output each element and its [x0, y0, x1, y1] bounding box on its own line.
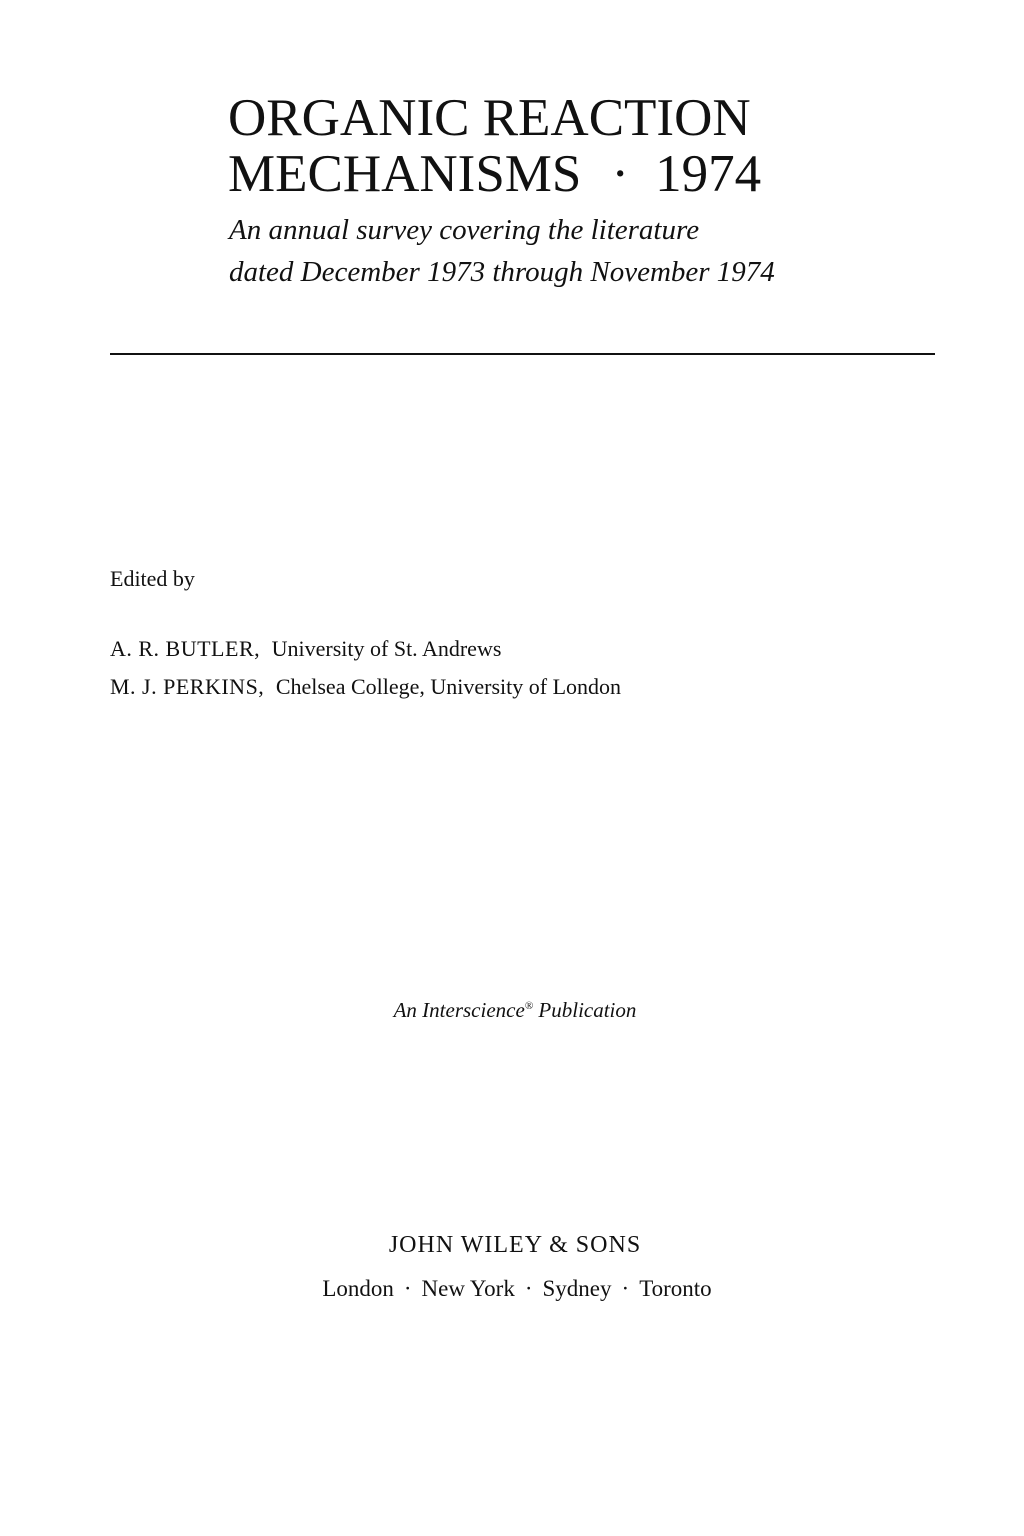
city: New York — [421, 1276, 515, 1301]
imprint-suffix: Publication — [533, 998, 637, 1022]
city-separator: · — [621, 1276, 630, 1301]
book-title-line-1: ORGANIC REACTION — [228, 89, 751, 147]
title-separator: · — [611, 145, 630, 203]
editor-name: A. R. BUTLER, — [110, 636, 261, 661]
subtitle-line-2: dated December 1973 through November 1974 — [229, 256, 775, 288]
editor-entry — [110, 674, 621, 700]
editor-affiliation: Chelsea College, University of London — [275, 674, 622, 699]
city-separator: · — [403, 1276, 412, 1301]
book-title-main: MECHANISMS — [228, 145, 582, 203]
publisher-cities — [0, 1276, 1024, 1302]
book-title-line-2 — [228, 145, 762, 203]
publication-imprint — [0, 998, 1024, 1023]
subtitle-line-1: An annual survey covering the literature — [229, 214, 700, 246]
edited-by-label: Edited by — [110, 566, 195, 591]
registered-mark: ® — [524, 1000, 534, 1012]
book-year: 1974 — [655, 145, 762, 203]
city: Toronto — [639, 1276, 712, 1301]
editor-name: M. J. PERKINS, — [110, 674, 265, 699]
editor-affiliation: University of St. Andrews — [271, 636, 502, 661]
city: Sydney — [542, 1276, 612, 1301]
publisher-name: JOHN WILEY & SONS — [388, 1232, 642, 1258]
city: London — [322, 1276, 394, 1301]
imprint-prefix: An Interscience — [393, 998, 525, 1022]
city-separator: · — [524, 1276, 533, 1301]
horizontal-rule — [110, 353, 935, 355]
editor-entry — [110, 636, 501, 662]
